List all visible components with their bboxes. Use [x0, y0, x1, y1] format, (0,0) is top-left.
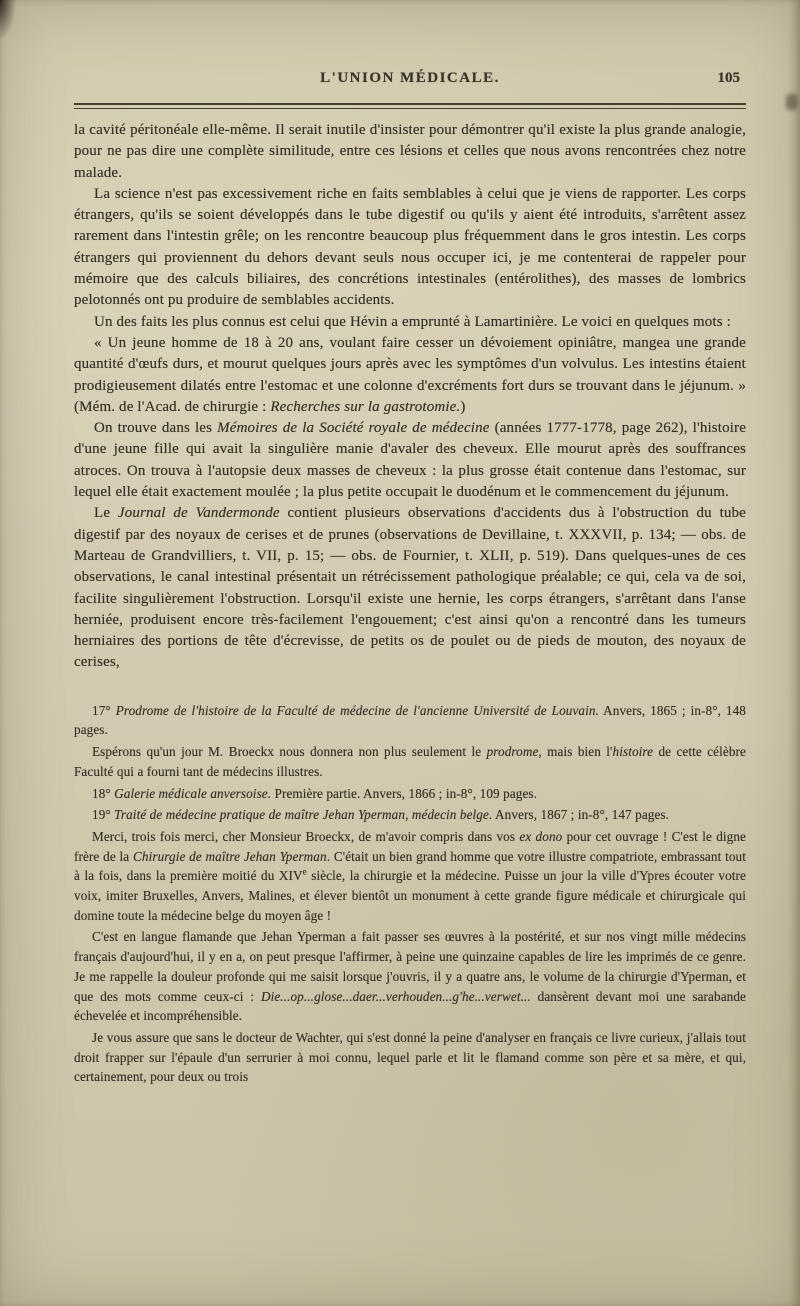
article-body: [74, 120, 746, 674]
review-paragraph: Merci, trois fois merci, cher Monsieur Broeckx, de m'avoir compris dans vos ex dono pour cet ouvrage ! C'est le digne frère de la Chirurgie de maître Jehan Yperman. C'était un bien grand homme que votre illustre compatriote, embrassant tout à la fois, dans la première moitié du XIVe siècle, la chirurgie et la médecine. Puisse un jour la ville d'Ypres écouter votre voix, imiter Bruxelles, Anvers, Malines, et élever bientôt un monument à cette grande figure médicale et chirurgicale qui domine toute la médecine belge du moyen âge !: [74, 828, 747, 923]
paragraph: la cavité péritonéale elle-même. Il serait inutile d'insister pour démontrer qu'il existe la plus grande analogie, pour ne pas dire une complète similitude, entre ces lésions et celles que nous avons rencontrées chez notre malade.: [74, 122, 746, 181]
scan-artifact-smudge: [786, 94, 798, 110]
paragraph: On trouve dans les Mémoires de la Société royale de médecine (années 1777-1778, page 262), l'histoire d'une jeune fille qui avait la singulière manie d'avaler des cheveux. Elle mourut après des souffrances atroces. On trouva à l'autopsie deux masses de cheveux : la plus grosse était contenue dans l'estomac, sur lequel elle était exactement moulée ; la plus petite occupait le duodénum et le commencement du jéjunum.: [74, 420, 747, 501]
review-paragraph: C'est en langue flamande que Jehan Yperman a fait passer ses œuvres à la postérité, et sur nos vingt mille médecins français d'aujourd'hui, il y en a, on peut presque l'affirmer, à peine une quinzaine capables de lire les imprimés de ce genre. Je me rappelle la douleur profonde qui me saisit lorsque j'ouvris, il y a quatre ans, le volume de la chirurgie d'Yperman, et que des mots comme ceux-ci : Die...op...glose...daer...verhouden...g'he...verwet... dansèrent devant moi une sarabande échevelée et incompréhensible.: [74, 929, 746, 1024]
header-divider-rule: [74, 103, 746, 109]
journal-title: L'UNION MÉDICALE.: [320, 70, 500, 86]
paragraph: « Un jeune homme de 18 à 20 ans, voulant faire cesser un dévoiement opiniâtre, mangea une grande quantité d'œufs durs, et mourut quelques jours après avec les symptômes d'un volvulus. Les intestins étaient prodigieusement dilatés entre l'estomac et une colonne d'excréments fort durs se trouvant dans le jéjunum. » (Mém. de l'Acad. de chirurgie : Recherches sur la gastrotomie.): [74, 334, 746, 415]
page-number: 105: [717, 70, 740, 86]
page-edge-shadow: [788, 0, 800, 1306]
masthead: [74, 70, 746, 96]
review-item: 18° Galerie médicale anversoise. Première partie. Anvers, 1866 ; in-8°, 109 pages.: [92, 785, 538, 801]
paragraph: La science n'est pas excessivement riche en faits semblables à celui que je viens de rapporter. Les corps étrangers, qu'ils se soient développés dans le tube digestif ou qu'ils y aient été introduits, s'arrêtent assez rarement dans l'intestin grêle; on les rencontre beaucoup plus fréquemment dans le gros intestin. Les corps étrangers qui proviennent du dehors devant seuls nous occuper ici, je me contenterai de rappeler pour mémoire que des calculs biliaires, des concrétions intestinales (entérolithes), des masses de lombrics pelotonnés ont pu produire de semblables accidents.: [74, 185, 746, 309]
review-paragraph: Espérons qu'un jour M. Broeckx nous donnera non plus seulement le prodrome, mais bien l'histoire de cette célèbre Faculté qui a fourni tant de médecins illustres.: [74, 744, 746, 779]
review-item: 17° Prodrome de l'histoire de la Faculté de médecine de l'ancienne Université de Louvain. Anvers, 1865 ; in-8°, 148 pages.: [74, 702, 746, 738]
review-item: 19° Traité de médecine pratique de maître Jehan Yperman, médecin belge. Anvers, 1867 ; in-8°, 147 pages.: [92, 807, 670, 823]
scan-artifact-corner: [0, 0, 16, 40]
review-paragraph: Je vous assure que sans le docteur de Wachter, qui s'est donné la peine d'analyser en français ce livre curieux, j'allais tout droit frapper sur l'épaule d'un serrurier à moi connu, lequel parle et lit le flamand comme son père et sa mère, et qui, certainement, pour deux ou trois: [74, 1029, 746, 1085]
paragraph: Un des faits les plus connus est celui que Hévin a emprunté à Lamartinière. Le voici en quelques mots :: [94, 313, 731, 330]
text-column: [74, 70, 746, 1089]
review-section: [74, 701, 746, 1087]
paragraph: Le Journal de Vandermonde contient plusieurs observations d'accidents dus à l'obstruction du tube digestif par des noyaux de cerises et de prunes (observations de Devillaine, t. XXXVII, p. 134; — obs. de Marteau de Grandvilliers, t. VII, p. 15; — obs. de Fournier, t. XLII, p. 519). Dans quelques-unes de ces observations, le canal intestinal présentait un rétrécissement pathologique préalable; ce qui, cela va de soi, facilite singulièrement l'obstruction. Lorsqu'il existe une hernie, les corps étrangers, s'arrêtant dans l'anse herniée, produisent encore très-facilement l'engouement; c'est ainsi qu'on a rencontré dans les tumeurs herniaires des portions de tête d'écrevisse, de petits os de poulet ou de pieds de mouton, des noyaux de cerises,: [74, 505, 746, 671]
